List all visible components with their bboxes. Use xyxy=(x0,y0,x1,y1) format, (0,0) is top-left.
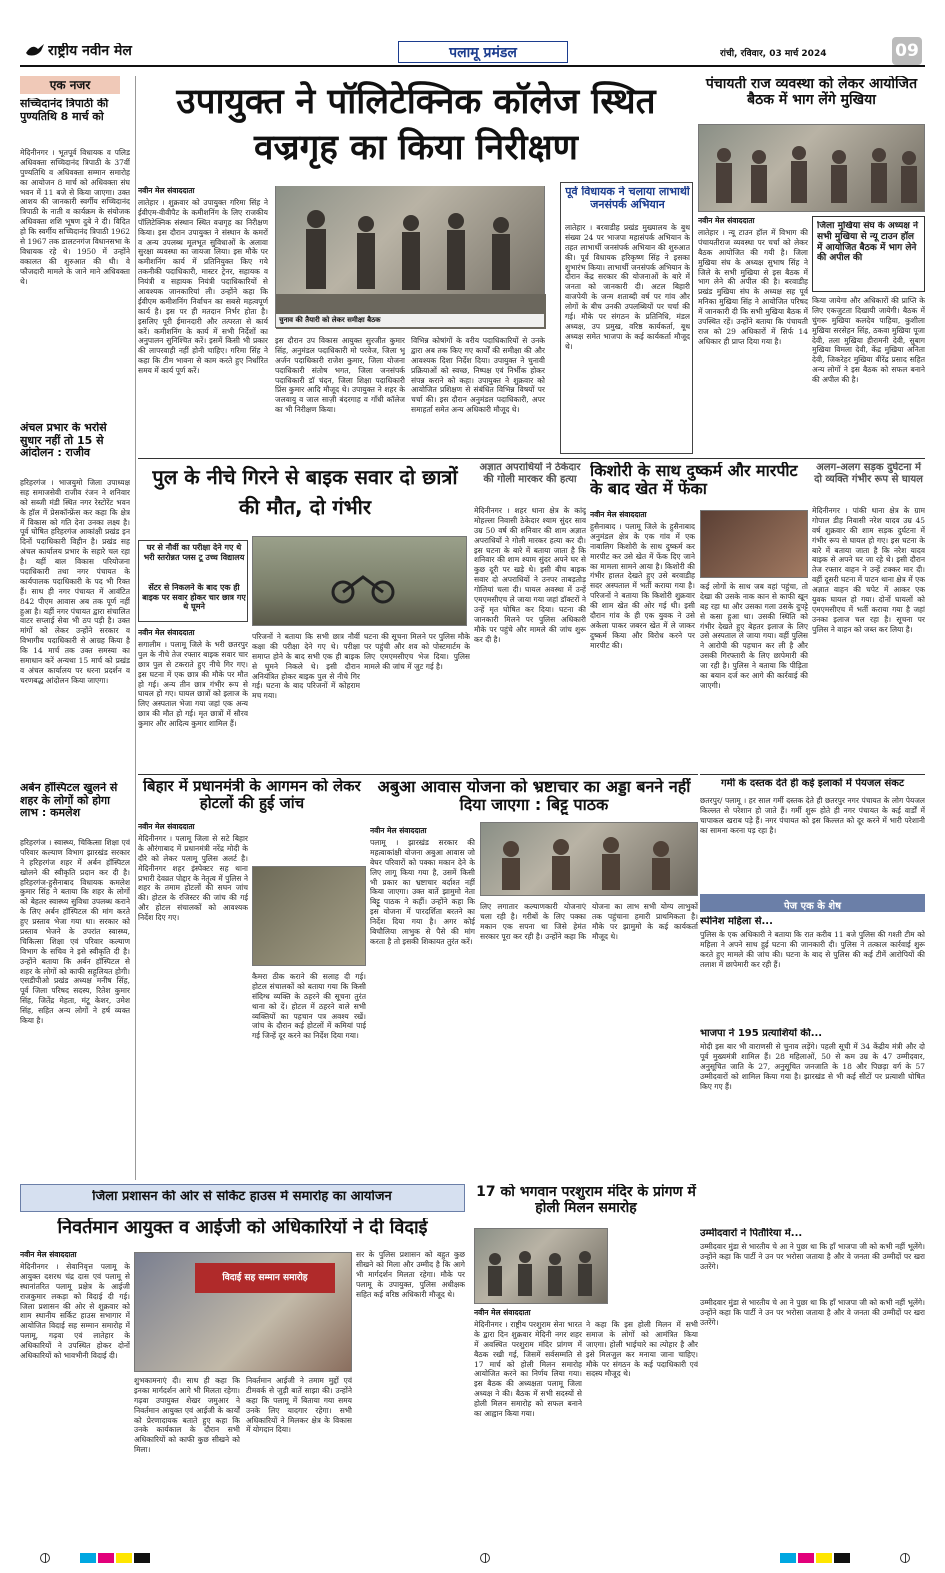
panchayat-headline: पंचायती राज व्यवस्था को लेकर आयोजित बैठक में भाग लेंगे मुखिया xyxy=(705,76,918,109)
rule-mid xyxy=(138,774,698,775)
brief-2-text: हरिहरगंज । भाजयुमो जिला उपाध्यक्ष सह समाजसेवी राजीव रंजन ने शनिवार को सब्जी मंडी स्थित नगर रेस्टोरेंट भवन के हॉल में प्रेसकॉन्फ्रेंस कर कहा कि क्षेत्र में विकास को गति देना उनका लक्ष्य है। पूर्व घोषित हरिहरगंज आकांक्षी प्रखंड इन दिनों पदाधिकारी विहीन है। प्रखंड सह अंचल कार्यालय प्रभार के सहारे चल रहा है। यहीं बाल विकास परियोजना पदाधिकारी तथा नगर पंचायत के कार्यपालक पदाधिकारी के पद भी रिक्त हैं। साथ ही नगर पंचायत में आवंटित 842 पीएम आवास अब तक पूर्ण नहीं हुआ है। यहीं नगर पंचायत द्वारा संचालित वाटर सप्लाई सेवा भी ठप पड़ी है। उक्त मांगों को लेकर उन्होंने सरकार व विभागीय पदाधिकारी से आग्रह किया है कि 14 मार्च तक उक्त समस्या का समाधान करें अन्यथा 15 मार्च को प्रखंड व अंचल कार्यालय पर धरना प्रदर्शन व चरणबद्ध आंदोलन किया जाएगा। xyxy=(20,478,130,685)
lead-text-3: इस दौरान उप विकास आयुक्त सुरजीत कुमार सिंह, अनुमंडल पदाधिकारी मो परवेज, जिला भू अर्जन पदाधिकारी राजेश कुमार, जिला योजना पदाधिकारी संतोष भगत, जिला जनसंपर्क पदाधिकारी डॉ चंदन, जिला शिक्षा पदाधिकारी प्रिंस कुमार आदि मौजूद थे। उपायुक्त ने शहर के जलवायु व जाल साज़ी बंदरगाह व गाँधी कॉलेज का भी निरीक्षण किया। xyxy=(275,336,405,415)
registration-mark-icon xyxy=(480,1553,490,1563)
color-swatch-black xyxy=(134,1553,150,1563)
abua-text: पलामू । झारखंड सरकार की महत्वाकांक्षी योजना अबुआ आवास जो बेघर परिवारों को पक्का मकान देने के लिए लागू किया गया है, उसमें किसी भी प्रकार का भ्रष्टाचार बर्दाश्त नहीं किया जाएगा। उक्त बातें झामुमो नेता बिट्टू पाठक ने कहीं। उन्होंने कहा कि इस योजना में पारदर्शिता बरतने का निर्देश दिया गया है। अगर कोई बिचौलिया लाभुक से पैसे की मांग करता है तो इसकी शिकायत तुरंत करें। xyxy=(370,838,475,946)
circuit-headline: निवर्तमान आयुक्त व आईजी को अधिकारियों ने दी विदाई xyxy=(57,1218,428,1238)
water-text: छतरपुर/ पलामू । हर साल गर्मी दस्तक देते ही छतरपुर नगर पंचायत के लोग पेयजल किल्लत से परेशान हो जाते हैं। गर्मी शुरू होते ही नगर पंचायत के कई वार्डों में चापाकल खराब पड़े हैं। नगर पंचायत को इस किल्लत को दूर करने में भारी परेशानी का सामना करना पड़ रहा है। xyxy=(700,796,925,835)
road-headline: अलग-अलग सड़क दुर्घटना में दो व्यक्ति गंभीर रूप से घायल xyxy=(814,462,923,485)
jansampark-text: लातेहार । बरवाडीह प्रखंड मुख्यालय के बुथ संख्या 24 पर भाजपा महासंपर्क अभियान के तहत लाभार्थी जनसंपर्क अभियान की शुरुआत की। पूर्व विधायक हरिकृष्ण सिंह ने इसका शुभारंभ किया। लाभार्थी जनसंपर्क अभियान के दौरान केंद्र सरकार की योजनाओं के बारे में जनता को जानकारी दी। अटल बिहारी वाजपेयी के जन्म शताब्दी वर्ष पर गांव और लोगों के बीच उनकी उपलब्धियों पर चर्चा की गई। मौके पर संगठन के प्रतिनिधि, मंडल अध्यक्ष, उप प्रमुख, वरिष्ठ कार्यकर्ता, बूथ अध्यक्ष समेत भाजपा के कई कार्यकर्ता मौजूद थे। xyxy=(565,223,690,351)
bridge-headline: पुल के नीचे गिरने से बाइक सवार दो छात्रों की मौत, दो गंभीर xyxy=(152,465,458,519)
shesh-2-text: मोदी इस बार भी वाराणसी से चुनाव लड़ेंगे। पहली सूची में 34 केंद्रीय मंत्री और दो पूर्व मुख्यमंत्री शामिल हैं। 28 महिलाओं, 50 से कम उम्र के 47 उम्मीदवार, अनुसूचित जाति के 27, अनुसूचित जनजाति के 18 और पिछड़ा वर्ग के 57 उम्मीदवारों को शामिल किया गया है। झारखंड से भी कई सीटों पर प्रत्याशी घोषित किए गए हैं। xyxy=(700,1042,925,1091)
bihar-photo xyxy=(252,866,366,966)
section-title: पलामू प्रमंडल xyxy=(449,45,517,61)
shesh-label xyxy=(700,894,925,912)
registration-mark-icon xyxy=(900,1553,910,1563)
panchayat-photo xyxy=(698,124,925,212)
bridge-highlight-box xyxy=(138,540,248,622)
brief-3-text: हरिहरगंज । स्वास्थ्य, चिकित्सा शिक्षा एवं परिवार कल्याण विभाग झारखंड सरकार ने हरिहरगंज शहर में अर्बन हॉस्पिटल खोलने की स्वीकृति प्रदान कर दी है। हरिहरगंज-हुसैनाबाद विधायक कमलेश कुमार सिंह ने बताया कि शहर के लोगों को बेहतर स्वास्थ्य सुविधा उपलब्ध कराने के लिए अर्बन हॉस्पिटल की मांग करते हुए प्रस्ताव भेजा गया था। सरकार को प्रस्ताव भेजने के उपरांत स्वास्थ्य, चिकित्सा शिक्षा एवं परिवार कल्याण विभाग के सचिव ने इसे स्वीकृति दी है। उन्होंने बताया कि अर्बन हॉस्पिटल से शहर के लोगों को काफी सहूलियत होगी। एसडीपीओ प्रखंड अध्यक्ष मनीष सिंह, पूर्व जिला परिषद सदस्य, रितेश कुमार सिंह, जितेंद्र मेहता, मंटू केशर, उमेश सिंह, सहित अन्य लोगों ने हर्ष व्यक्त किया है। xyxy=(20,838,130,1026)
color-swatch-black xyxy=(834,1553,850,1563)
bihar-text: मेदिनीनगर । पलामू जिला से सटे बिहार के औरंगाबाद में प्रधानमंत्री नरेंद्र मोदी के दौरे को लेकर पलामू पुलिस अलर्ट है। मेदिनीनगर शहर इंस्पेक्टर सह थाना प्रभारी देवव्रत पोद्दार के नेतृत्व में पुलिस ने शहर के तमाम होटलों की सघन जांच की। होटल के रजिस्टर की जांच की गई और होटल संचालकों को आवश्यक निर्देश दिए गए। xyxy=(138,834,248,923)
color-swatch-cyan xyxy=(80,1553,96,1563)
brief-2-head: अंचल प्रभार के भरोसे सुधार नहीं तो 15 से आंदोलन : राजीव xyxy=(20,422,107,460)
lead-photo-caption: चुनाव की तैयारी को लेकर समीक्षा बैठक xyxy=(276,314,544,327)
parshuram-text-2: ने कहा कि इस होली मिलन में सभी समाज के लोगों को आमंत्रित किया जाएगा। होली भाईचारे का त्योहार है और इसे मिलजुल कर मनाया जाना चाहिए। मौके पर संगठन के कई पदाधिकारी एवं सदस्य मौजूद थे। xyxy=(586,1320,698,1379)
abua-headline: अबुआ आवास योजना को भ्रष्टाचार का अड्डा बनने नहीं दिया जाएगा : बिट्टू पाठक xyxy=(377,778,691,815)
jansampark-box xyxy=(560,182,693,454)
shesh-3-text: उम्मीदवार मुंडा से भारतीय चे आ ने पुछा था कि हाँ भाजपा जी को कभी नहीं भूलेंगे। उन्होंने कहा कि पार्टी ने उन पर भरोसा जताया है और वे जनता की उम्मीदों पर खरा उतरेंगे। xyxy=(700,1242,925,1271)
bridge-text-2: परिजनों ने बताया कि सभी छात्र नौवीं कक्षा की परीक्षा देने गए थे। परीक्षा समाप्त होने के बाद सभी एक ही बाइक से घूमने निकले थे। इसी दौरान अनियंत्रित होकर बाइक पुल से नीचे गिर गई। घटना के बाद परिजनों में कोहराम मच गया। xyxy=(252,632,360,701)
bihar-text-2: कैमरा ठीक कराने की सलाह दी गई। होटल संचालकों को बताया गया कि किसी संदिग्ध व्यक्ति के ठहरने की सूचना तुरंत थाना को दें। होटल में ठहरने वाले सभी व्यक्तियों का पहचान पत्र अवश्य रखें। जांच के दौरान कई होटलों में कमियां पाई गई जिन्हें दूर करने का निर्देश दिया गया। xyxy=(252,972,366,1041)
color-swatch-magenta xyxy=(98,1553,114,1563)
shesh-label-text: पेज एक के शेष xyxy=(783,901,841,912)
abua-text-2: लिए लगातार कल्याणकारी योजनाएं चला रही है। गरीबों के लिए पक्का मकान एक सपना था जिसे हेमंत सरकार पूरा कर रही है। उन्होंने कहा कि योजना का लाभ सभी योग्य लाभुकों तक पहुंचाना हमारी प्राथमिकता है। मौके पर झामुमो के कई कार्यकर्ता मौजूद थे। xyxy=(480,902,698,941)
parshuram-photo xyxy=(474,1228,608,1304)
kishori-photo xyxy=(700,510,808,578)
panchayat-caption-box xyxy=(812,216,925,292)
registration-mark-icon xyxy=(40,1553,50,1563)
color-swatch-yellow xyxy=(816,1553,832,1563)
circuit-photo-text: विदाई सह सम्मान समारोह xyxy=(222,1273,308,1283)
kishori-text: हुसैनाबाद । पलामू जिले के हुसैनाबाद अनुमंडल क्षेत्र के एक गांव में एक नाबालिग किशोरी के साथ दुष्कर्म कर मारपीट कर उसे खेत में फेंक दिए जाने का मामला सामने आया है। किशोरी की गंभीर हालत देखते हुए उसे बरवाडीह सदर अस्पताल में भर्ती कराया गया है। परिजनों ने बताया कि किशोरी शुक्रवार की शाम खेत की ओर गई थी। इसी दौरान गांव के ही एक युवक ने उसे अकेला पाकर जबरन खेत में ले जाकर दुष्कर्म किया और विरोध करने पर मारपीट की। xyxy=(590,522,695,650)
bihar-story xyxy=(138,778,366,1178)
bihar-headline: बिहार में प्रधानमंत्री के आगमन को लेकर होटलों की हुई जांच xyxy=(143,778,361,813)
kishori-text-2: कई लोगों के साथ जब वहां पहुंचा, तो देखा की उसके नाक कान से काफी खून बह रहा था और उसका गला उसके दुपट्टे से कसा हुआ था। उसकी स्थिति को गंभीर देखते हुए बेहतर इलाज के लिए उसे अस्पताल ले जाया गया। वहीं पुलिस ने आरोपी की पहचान कर ली है और उसकी गिरफ्तारी के लिए छापेमारी की जा रही है। पुलिस ने बताया कि पीड़िता का बयान दर्ज कर आगे की कार्रवाई की जाएगी। xyxy=(700,582,808,690)
water-headline: गर्मी के दस्तक देते ही कई इलाकों में पेयजल संकट xyxy=(721,778,904,789)
kishori-byline: नवीन मेल संवाददाता xyxy=(590,510,647,519)
panchayat-photo-caption: जिला मुखिया संघ के अध्यक्ष ने सभी मुखिया से न्यू टाउन हॉल में आयोजित बैठक में भाग लेने की अपील की xyxy=(817,221,918,264)
lead-photo xyxy=(275,186,545,328)
panchayat-story xyxy=(698,76,925,456)
brief-3-head: अर्बन हॉस्पिटल खुलने से शहर के लोगों को होगा लाभ : कमलेश xyxy=(20,782,118,820)
left-column xyxy=(20,76,132,1180)
color-swatch-magenta xyxy=(798,1553,814,1563)
bridge-text-3: घटना की सूचना मिलने पर पुलिस मौके पर पहुंची और शव को पोस्टमार्टम के लिए एमएमसीएच भेज दिया। पुलिस मामले की जांच में जुट गई है। xyxy=(364,632,470,671)
abua-story xyxy=(370,778,698,1178)
lead-headline: उपायुक्त ने पॉलिटेक्निक कॉलेज स्थित वज्रगृह का किया निरीक्षण xyxy=(176,82,656,168)
page-ek-shesh xyxy=(700,894,925,1294)
bridge-box-text-1: घर से नौवीं का परीक्षा देने गए थे भरी स्तरोन्नत प्लस टू उच्च विद्यालय xyxy=(143,543,245,562)
brief-1-head: सच्चिदानंद त्रिपाठी की पुण्यतिथि 8 मार्च को xyxy=(20,98,109,123)
lead-byline: नवीन मेल संवाददाता xyxy=(138,186,195,195)
shesh-2-head: भाजपा ने 195 प्रत्याशियों की... xyxy=(700,1028,823,1039)
circuit-photo xyxy=(134,1252,352,1372)
shesh-1-text: पुलिस के एक अधिकारी ने बताया कि रात करीब 11 बजे पुलिस की गश्ती टीम को महिला ने अपने साथ हुई घटना की जानकारी दी। पुलिस ने तत्काल कार्रवाई शुरू करते हुए मामले की जांच की। घटना के बाद से पुलिस की कई टीमें आरोपियों की तलाश में छापेमारी कर रही हैं। xyxy=(700,930,925,969)
rule-mid-right xyxy=(700,774,925,775)
ek-nazar-label: एक नजर xyxy=(20,76,120,94)
bird-logo-icon xyxy=(24,41,46,59)
col-rule-1 xyxy=(135,76,136,1180)
section-banner xyxy=(398,41,568,63)
water-story xyxy=(700,778,925,890)
rule-below-lead xyxy=(138,458,925,459)
parshuram-text: मेदिनीनगर । राष्ट्रीय परशुराम सेना भारत के द्वारा दिन शुक्रवार मेदिनी नगर शहर में अवस्थित परशुराम मंदिर प्रांगण में बैठक रखी गई, जिसमें सर्वसम्मति से 17 मार्च को होली मिलन समारोह आयोजित करने का निर्णय लिया गया। इस बैठक की अध्यक्षता पलामू जिला अध्यक्ष ने की। बैठक में सभी सदस्यों से होली मिलन समारोह को सफल बनाने का आह्वान किया गया। xyxy=(474,1320,582,1419)
abua-byline: नवीन मेल संवाददाता xyxy=(370,826,427,835)
panchayat-text-2: किया जायेगा और अधिकारों की प्राप्ति के लिए एकजुटता दिखायी जायेगी। बैठक में चुंगरू मुखिया कलदेव पाहिया, कुशीला मुखिया सरसेहन सिंह, ठकवा मुखिया पूजा देवी, तला मुखिया हीरामनी देवी, सुबाग मुखिया विमला देवी, केंद्र मुखिया अनिता देवी, जिकरेहर मुखिया वीरेंद्र प्रसाद सहित अन्य लोगों ने इस बैठक को सफल बनाने की अपील की है। xyxy=(812,296,925,385)
lead-text: लातेहार । शुक्रवार को उपायुक्त गरिमा सिंह ने ईवीएम-वीवीपैट के कमीशनिंग के लिए राजकीय पॉलिटेक्निक संस्थान स्थित वज्रगृह का निरीक्षण किया। इस दौरान उपायुक्त ने संस्थान के कमरों व अन्य उपलब्ध मूलभूत सुविधाओं के अलावा सुरक्षा व्यवस्था का जायजा लिया। इस मौके पर कमीशनिंग कार्य में प्रतिनियुक्त किए गये तकनीकी पदाधिकारी, मास्टर ट्रेनर, सहायक व नियंत्री व सहायक नियंत्री पदाधिकारियों से आवश्यक जानकारियां ली। उन्होंने कहा कि ईवीएम कमीशनिंग निर्वाचन का सबसे महत्वपूर्ण कार्य है। इस पर ही मतदान निर्भर होता है। इसलिए पूरी ईमानदारी और तत्परता से कार्य करें। कमीशनिंग के कार्य में सभी निर्देशों का अनुपालन सुनिश्चित करें। इसमें किसी भी प्रकार की लापरवाही नहीं होनी चाहिए। गरिमा सिंह ने कहा कि टीम भावना से काम करते हुए निर्धारित समय में कार्य पूर्ण करें। xyxy=(138,198,268,376)
circuit-banner-text: जिला प्रशासन की ओर से सर्किट हाउस में समारोह का आयोजन xyxy=(92,1190,392,1204)
kishori-story xyxy=(590,462,808,770)
color-swatch-yellow xyxy=(116,1553,132,1563)
road-text: मेदिनीनगर । पांकी थाना क्षेत्र के ग्राम गोपाल डीह निवासी नरेश यादव उम्र 45 वर्ष शुक्रवार की शाम सड़क दुर्घटना में गंभीर रूप से घायल हो गए। इस घटना के बारे में बताया जाता है कि नरेश यादव बाइक से अपने घर जा रहे थे। इसी दौरान तेज रफ्तार वाहन ने उन्हें टक्कर मार दी। वहीं दूसरी घटना में पाटन थाना क्षेत्र में एक अज्ञात वाहन की चपेट में आकर एक युवक घायल हो गया। दोनों घायलों को एमएमसीएच में भर्ती कराया गया है जहां उनका इलाज चल रहा है। सूचना पर पुलिस ने वाहन को जब्त कर लिया है। xyxy=(812,506,925,634)
brief-1-text: मेदिनीनगर । भूतपूर्व विधायक व पलिड अधिवक्ता सच्चिदानंद त्रिपाठी के 37वीं पुण्यतिथि व अधिवक्ता सम्मान समारोह का आयोजन 8 मार्च को अधिवक्ता संघ भवन में 11 बजे से किया जाएगा। उक्त आशय की जानकारी स्वर्गीय सच्चिदानंद त्रिपाठी के नाती व कार्यक्रम के संयोजक अधिवक्ता शशि भूषण दुबे ने दी। विदित हो कि स्वर्गीय सच्चिदानंद त्रिपाठी 1962 से 1967 तक डालटनगंज विधानसभा के विधायक रहे थे। 1950 में उन्होंने वकालत की शुरुआत की थी। वे फौजदारी मामले के जाने माने अधिवक्ता थे। xyxy=(20,148,130,286)
bridge-photo xyxy=(252,536,467,626)
parshuram-headline: 17 को भगवान परशुराम मंदिर के प्रांगण में होली मिलन समारोह xyxy=(476,1184,696,1217)
circuit-photo-banner xyxy=(195,1263,335,1293)
bridge-text: सगालीम । पलामू जिले के भरी छतरपुर पुल के नीचे तेज रफ्तार बाइक सवार चार छात्र पुल से टकराते हुए नीचे गिर गए। इस घटना में एक छात्र की मौके पर मौत हो गई। अन्य तीन छात्र गंभीर रूप से घायल हो गए। घायल छात्रों को इलाज के लिए अस्पताल भेजा गया जहां एक अन्य छात्र की मौत हो गई। मृत छात्रों में सौरव कुमार और आदित्य कुमार शामिल हैं। xyxy=(138,640,248,729)
bridge-box-text-2: सेंटर से निकलने के बाद एक ही बाइक पर सवार होकर चार छात्र गए थे घूमने xyxy=(142,583,246,612)
circuit-text-3: निवर्तमान आईजी ने तमाम मुद्दों एवं टीमवर्क से जुड़ी बातें साझा की। उन्होंने कहा कि पलामू में बिताया गया समय उनके लिए यादगार रहेगा। सभी अधिकारियों ने मिलकर क्षेत्र के विकास में योगदान दिया। xyxy=(246,1376,352,1435)
circuit-banner xyxy=(20,1184,465,1212)
circuit-text: मेदिनीनगर । सेवानिवृत्त पलामू के आयुक्त दशरथ चंद्र दास एवं पलामू से स्थानांतरित पलामू प्रक्षेत्र के आईजी राजकुमार लकड़ा को विदाई दी गई। जिला प्रशासन की ओर से शुक्रवार को शाम स्थानीय सर्किट हाउस सभागार में आयोजित विदाई सह सम्मान समारोह में पलामू, गढ़वा एवं लातेहार के अधिकारियों ने उपस्थित होकर दोनों अधिकारियों को भावभीनी विदाई दी। xyxy=(20,1262,130,1361)
parshuram-byline: नवीन मेल संवाददाता xyxy=(474,1308,531,1317)
circuit-story xyxy=(20,1250,465,1540)
abua-photo xyxy=(480,822,698,896)
kishori-headline: किशोरी के साथ दुष्कर्म और मारपीट के बाद खेत में फेंका xyxy=(590,462,798,499)
bihar-byline: नवीन मेल संवाददाता xyxy=(138,822,195,831)
circuit-byline: नवीन मेल संवाददाता xyxy=(20,1250,77,1259)
shesh-1-head: स्पेनिश महिला से... xyxy=(700,916,773,927)
masthead xyxy=(20,37,925,67)
shesh-3-head: उम्मीदवारों ने पितौरिया में... xyxy=(700,1228,803,1239)
color-swatch-cyan xyxy=(780,1553,796,1563)
circuit-text-4: सर के पुलिस प्रशासन को बहुत कुछ सीखने को मिला और उम्मीद है कि आगे भी मार्गदर्शन मिलता रहेगा। मौके पर पलामू के उपायुक्त, पुलिस अधीक्षक सहित कई वरिष्ठ अधिकारी मौजूद थे। xyxy=(356,1250,465,1299)
panchayat-text: लातेहार । न्यू टाउन हॉल में विभाग की पंचायतीराज व्यवस्था पर चर्चा को लेकर बैठक आयोजित की गयी है। जिला मुखिया संघ के अध्यक्ष सुभाष सिंह ने जिले के सभी मुखिया से इस बैठक में भाग लेने की अपील की है। बरवाडीह प्रखंड मुखिया संघ के अध्यक्ष सह पूर्व मनिका मुखिया सिंह ने आयोजित परिषद में जानकारी दी कि सभी मुखिया बैठक में उपस्थित रहें। उन्होंने बताया कि पंचायती राज को 29 अधिकारों में सिर्फ 14 अधिकार ही प्राप्त दिया गया है। xyxy=(698,228,808,346)
panchayat-byline: नवीन मेल संवाददाता xyxy=(698,216,755,225)
lead-text-2: विभिन्न कोषांगों के वरीय पदाधिकारियों से उनके द्वारा अब तक किए गए कार्यों की समीक्षा की और आवश्यक दिशा निर्देश दिया। उपायुक्त ने चुनावी प्रक्रियाओं को स्वच्छ, निष्पक्ष एवं निर्भीक होकर संपन्न कराने को कहा। उपायुक्त ने शुक्रवार को आयोजित प्रशिक्षण से संबंधित विभिन्न विषयों पर चर्चा की। इस दौरान अनुमंडल पदाधिकारी, अपर समाहर्ता समेत अन्य अधिकारी मौजूद थे। xyxy=(411,336,545,415)
bridge-byline: नवीन मेल संवाददाता xyxy=(138,628,195,637)
shesh-continued: उम्मीदवार मुंडा से भारतीय चे आ ने पुछा था कि हाँ भाजपा जी को कभी नहीं भूलेंगे। उन्होंने कहा कि पार्टी ने उन पर भरोसा जताया है और वे जनता की उम्मीदों पर खरा उतरेंगे। xyxy=(700,1298,925,1327)
murder-story xyxy=(474,462,586,770)
paper-name: राष्ट्रीय नवीन मेल xyxy=(48,43,132,59)
murder-text: मेदिनीनगर । शहर थाना क्षेत्र के कांदू मोहल्ला निवासी ठेकेदार श्याम सुंदर साव उम्र 50 वर्ष की शनिवार की शाम अज्ञात अपराधियों ने गोली मारकर हत्या कर दी। इस घटना के बारे में बताया जाता है कि शनिवार की शाम श्याम सुंदर अपने घर से कुछ दूरी पर खड़े थे। इसी बीच बाइक सवार दो अपराधियों ने उनपर ताबड़तोड़ गोलियां चला दी। घायल अवस्था में उन्हें एमएमसीएच ले जाया गया जहां डॉक्टरों ने उन्हें मृत घोषित कर दिया। घटना की जानकारी मिलने पर पुलिस अधिकारी मौके पर पहुंचे और मामले की जांच शुरू कर दी है। xyxy=(474,506,586,644)
parshuram-story xyxy=(474,1184,698,1540)
circuit-text-2: शुभकामनाएं दी। साथ ही कहा कि इनका मार्गदर्शन आगे भी मिलता रहेगा। गढ़वा उपायुक्त शेखर जमुआर ने निवर्तमान आयुक्त एवं आईजी के कार्यों को प्रेरणादायक बताते हुए कहा कि उनके कार्यकाल के दौरान सभी अधिकारियों को काफी कुछ सीखने को मिला। xyxy=(134,1376,240,1455)
murder-headline: अज्ञात अपराधियों ने ठेकेदार की गोली मारकर की हत्या xyxy=(479,462,581,485)
jansampark-headline: पूर्व विधायक ने चलाया लाभार्थी जनसंपर्क अभियान xyxy=(565,186,690,211)
dateline: रांची, रविवार, 03 मार्च 2024 xyxy=(720,49,827,59)
road-story xyxy=(812,462,925,770)
page-number: 09 xyxy=(892,37,922,65)
